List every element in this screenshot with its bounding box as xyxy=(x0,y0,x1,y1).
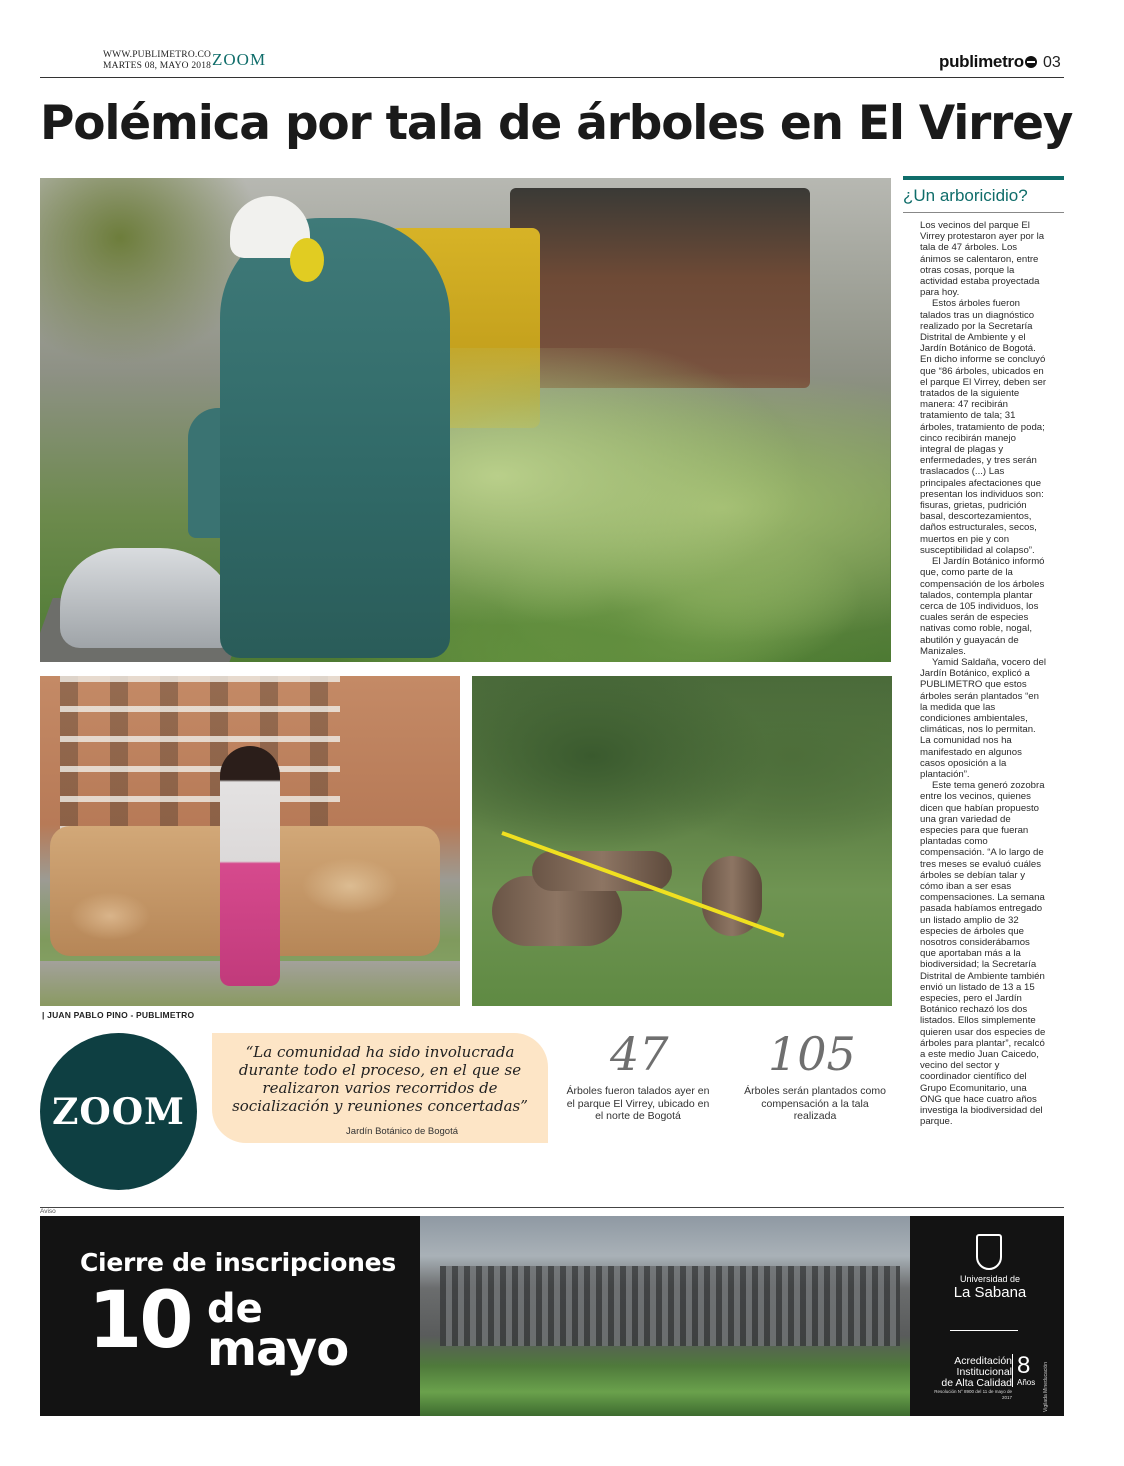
ad-day: 10 xyxy=(88,1276,191,1366)
university-crest-icon xyxy=(976,1234,1002,1270)
years-number: 8 xyxy=(1017,1352,1031,1379)
sidebar-paragraph: El Jardín Botánico informó que, como parte de la compensación de los árboles talados, contempla plantar cerca de 105 individuos, los cuales serán de especies nativas como roble, nogal, abutilón y guayacán de Manizales. xyxy=(920,556,1045,657)
sidebar-title-rule xyxy=(903,212,1064,213)
stat-caption: Árboles fueron talados ayer en el parque El Virrey, ubicado en el norte de Bogotá xyxy=(566,1085,710,1122)
sidebar-paragraph: Los vecinos del parque El Virrey protestaron ayer por la tala de 47 árboles. Los ánimos se calentaron, entre otras cosas, porque la actividad estaba proyectada para hoy. xyxy=(920,220,1045,299)
globe-icon xyxy=(1025,56,1037,68)
accreditation-line: Acreditación xyxy=(954,1355,1012,1367)
accreditation-line: de Alta Calidad xyxy=(941,1377,1012,1389)
section-label: ZOOM xyxy=(212,50,267,69)
logs-photo xyxy=(40,676,460,1006)
sidebar-title: ¿Un arboricidio? xyxy=(903,186,1028,205)
zoom-badge xyxy=(40,1033,197,1190)
ad-logo-divider xyxy=(950,1330,1018,1331)
main-photo xyxy=(40,178,891,662)
ad-label: Aviso xyxy=(40,1208,56,1215)
header-divider xyxy=(40,77,1064,78)
quote-source: Jardín Botánico de Bogotá xyxy=(346,1126,458,1137)
sidebar-article xyxy=(920,220,1048,1127)
sidebar-top-rule xyxy=(903,176,1064,180)
years-label: Años xyxy=(1017,1378,1036,1387)
earmuff-shape xyxy=(290,238,324,282)
campus-building-shape xyxy=(440,1266,900,1346)
page-number: 03 xyxy=(1043,54,1061,71)
brand-logo xyxy=(939,52,1037,72)
headline: Polémica por tala de árboles en El Virrey xyxy=(40,96,1073,151)
university-name xyxy=(910,1274,1064,1301)
brand-name: publimetro xyxy=(939,52,1024,71)
sidebar-paragraph: Este tema generó zozobra entre los vecinos, quienes dicen que habían propuesto una gran variedad de especies para que fueran plantadas como compensación. “A lo largo de tres meses se evaluó cuáles árboles se debían talar y cómo iban a ser esas compensaciones. La semana pasada habíamos entregado un listado amplio de 32 especies de árboles que nosotros considerábamos que aportaban más a la biodiversidad; la Secretaría Distrital de Ambiente también envió un listado de 13 a 15 especies, pero el Jardín Botánico rechazó los dos listados. Ellos simplemente quieren usar dos especies de árboles para plantar”, recalcó a este medio Juan Caicedo, vecino del sector y coordinador científico del Grupo Ecomunitario, una ONG que hace cuatro años investiga la biodiversidad del parque. xyxy=(920,780,1046,1128)
website-url: WWW.PUBLIMETRO.CO xyxy=(103,50,212,60)
pull-quote: “La comunidad ha sido involucrada durante todo el proceso, en el que se realizaron varios recorridos de socialización y reuniones concertadas” xyxy=(232,1043,528,1115)
accreditation-resolution: Resolución N° 8900 del 11 de mayo de 2017 xyxy=(934,1389,1012,1400)
campus-photo xyxy=(420,1216,910,1416)
stat-number: 47 xyxy=(610,1027,669,1081)
sidebar-paragraph: Estos árboles fueron talados tras un diagnóstico realizado por la Secretaría Distrital de Ambiente y el Jardín Botánico de Bogotá. En dicho informe se concluyó que “86 árboles, ubicados en el parque El Virrey, deben ser tratados de la siguiente manera: 47 recibirán tratamiento de tala; 31 árboles, tratamiento de poda; cinco recibirán manejo integral de plagas y enfermedades, y tres serán traslacados (...) Las principales afectaciones que presentan los individuos son: fisuras, grietas, pudrición basal, descortezamientos, daños estructurales, secos, muertos en pie y con susceptibilidad al colapso”. xyxy=(920,298,1047,556)
pedestrian-shape xyxy=(220,746,280,986)
university-name-line1: Universidad de xyxy=(959,1274,1021,1284)
stat-number: 105 xyxy=(768,1027,856,1081)
worker-shape xyxy=(220,218,450,658)
masthead-info xyxy=(103,50,211,72)
accreditation-line: Institucional xyxy=(956,1366,1012,1378)
stat-caption: Árboles serán plantados como compensación a la tala realizada xyxy=(744,1085,886,1122)
vigilada-label: Vigilada Mineducación xyxy=(1043,1362,1049,1412)
issue-date: MARTES 08, MAYO 2018 xyxy=(103,61,212,71)
university-ad[interactable] xyxy=(40,1216,1064,1416)
photo-credit: | JUAN PABLO PINO - PUBLIMETRO xyxy=(42,1010,195,1020)
car-shape xyxy=(60,548,240,648)
stumps-photo xyxy=(472,676,892,1006)
ad-headline: Cierre de inscripciones xyxy=(80,1248,396,1277)
ad-de: de xyxy=(207,1286,263,1332)
ad-month: mayo xyxy=(207,1321,349,1377)
sidebar-paragraph: Yamid Saldaña, vocero del Jardín Botánico, explicó a PUBLIMETRO que estos árboles serán plantados “en la medida que las condiciones ambientales, climáticas, nos lo permitan. La comunidad nos ha manifestado en algunos casos oposición a la plantación”. xyxy=(920,656,1046,780)
ad-divider xyxy=(40,1207,1064,1208)
accreditation-years xyxy=(1012,1352,1036,1387)
zoom-badge-label: ZOOM xyxy=(52,1090,185,1133)
accreditation-text xyxy=(926,1356,1012,1401)
university-name-line2: La Sabana xyxy=(953,1284,1027,1301)
